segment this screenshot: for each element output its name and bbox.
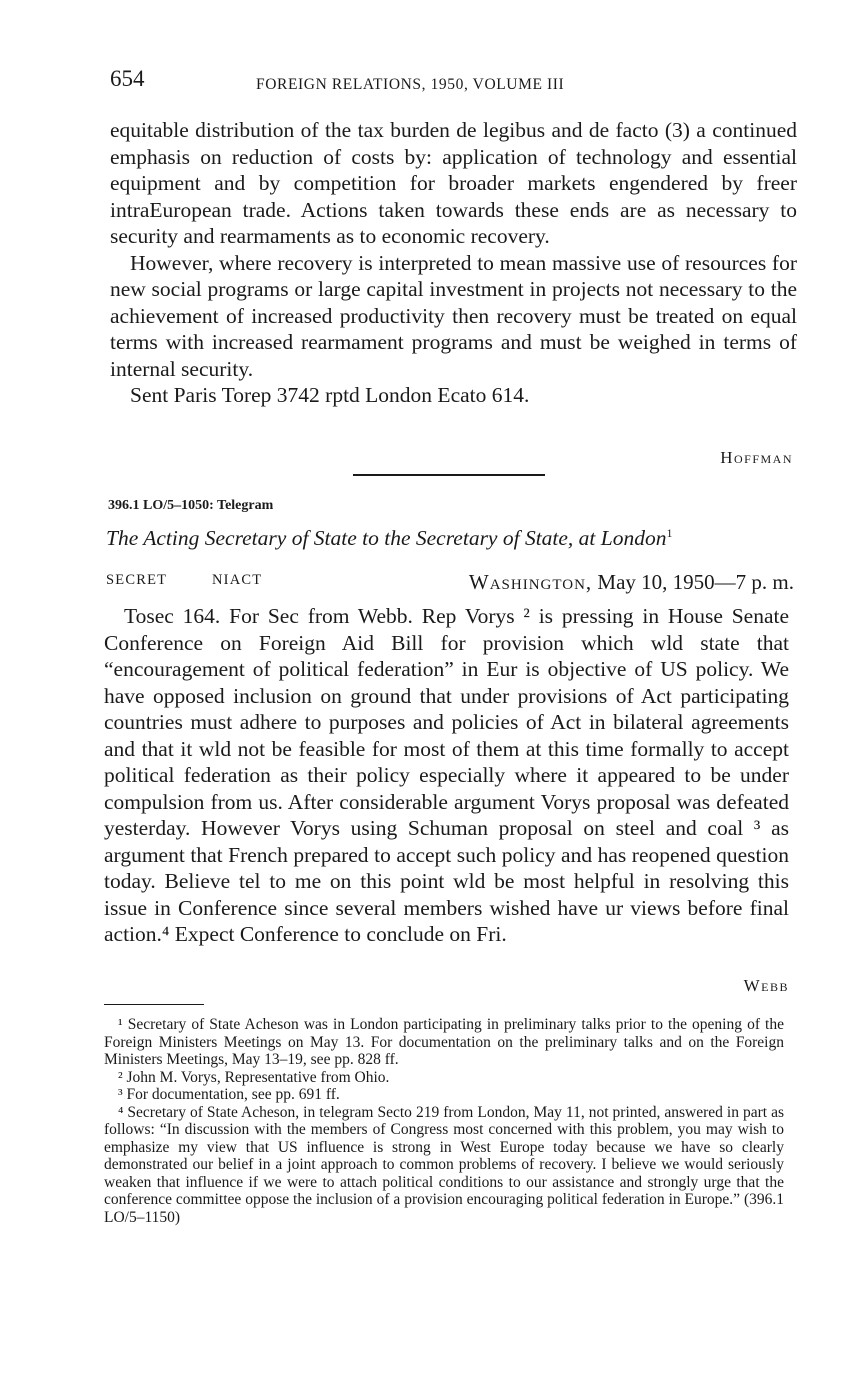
title-footnote-ref: 1 — [666, 526, 673, 540]
classification: SECRET — [106, 572, 168, 588]
continuation-paragraph-1: equitable distribution of the tax burden de legibus and de facto (3) a continued emphasis on reduction of costs by: application of technology and essential equipment and by competition for broader markets engendered by freer intraEuropean trade. Actions taken towards these ends are as necessary to security and rearmaments as to economic recovery. — [110, 118, 797, 248]
footnote-1: ¹ Secretary of State Acheson was in London participating in preliminary talks prior to the opening of the Foreign Ministers Meetings on May 13. For documentation on the preliminary talks and on the Foreign Ministers Meetings, May 13–19, see pp. 828 ff. — [104, 1016, 784, 1068]
continuation-paragraph-2: However, where recovery is interpreted to mean massive use of resources for new social programs or large capital investment in projects not necessary to the achievement of increased productivity then recovery must be treated on equal terms with increased rearmament programs and must be weighed in terms of internal security. — [110, 250, 797, 381]
page-number: 654 — [110, 66, 145, 91]
document-title-text: The Acting Secretary of State to the Secretary of State, at London — [106, 526, 667, 551]
signature-hoffman: Hoffman — [720, 448, 793, 467]
sent-line: Sent Paris Torep 3742 rptd London Ecato 614. — [130, 383, 530, 407]
dateline — [469, 570, 794, 595]
document-title — [106, 526, 796, 551]
footnote-4: ⁴ Secretary of State Acheson, in telegram Secto 219 from London, May 11, not printed, answered in part as follows: “In discussion with the members of Congress most concerned with this problem, you may wish to emphasize my view that US influence is strong in West Europe today because we have so clearly demonstrated our belief in a joint approach to common problems of recovery. I believe we would seriously weaken that influence if we were to attach political conditions to our assistance and strongly urge that the conference committee oppose the inclusion of a provision encouraging political federation in Europe.” (396.1 LO/5–1150) — [104, 1103, 784, 1226]
dateline-date: May 10, 1950—7 p. m. — [597, 570, 794, 594]
section-divider — [353, 474, 545, 476]
footnote-2: ² John M. Vorys, Representative from Ohio. — [118, 1068, 390, 1086]
footnote-rule — [104, 1004, 204, 1005]
running-head — [110, 66, 790, 100]
footnotes — [104, 1016, 784, 1226]
running-title: FOREIGN RELATIONS, 1950, VOLUME III — [256, 76, 565, 93]
telegram-paragraph: Tosec 164. For Sec from Webb. Rep Vorys ² is pressing in House Senate Conference on Foreign Aid Bill for provision which wld state that “encouragement of political federation” in Eur is objective of US policy. We have opposed inclusion on ground that under provisions of Act participating countries must adhere to purposes and policies of Act in bilateral agreements and that it wld not be feasible for most of them at this time formally to accept political federation as their policy especially where it appeared to be under compulsion from us. After considerable argument Vorys proposal was defeated yesterday. However Vorys using Schuman proposal on steel and coal ³ as argument that French prepared to accept such policy and has reopened question today. Believe tel to me on this point wld be most helpful in resolving this issue in Conference since several members wished have ur views before final action.⁴ Expect Conference to conclude on Fri. — [104, 604, 789, 946]
continuation-text — [110, 117, 797, 409]
dateline-place: Washington, — [468, 570, 593, 594]
telegram-body — [104, 603, 789, 948]
file-number: 396.1 LO/5–1050: Telegram — [108, 498, 274, 513]
signature-webb: Webb — [743, 976, 789, 995]
priority: NIACT — [212, 572, 263, 588]
footnote-3: ³ For documentation, see pp. 691 ff. — [118, 1086, 340, 1103]
